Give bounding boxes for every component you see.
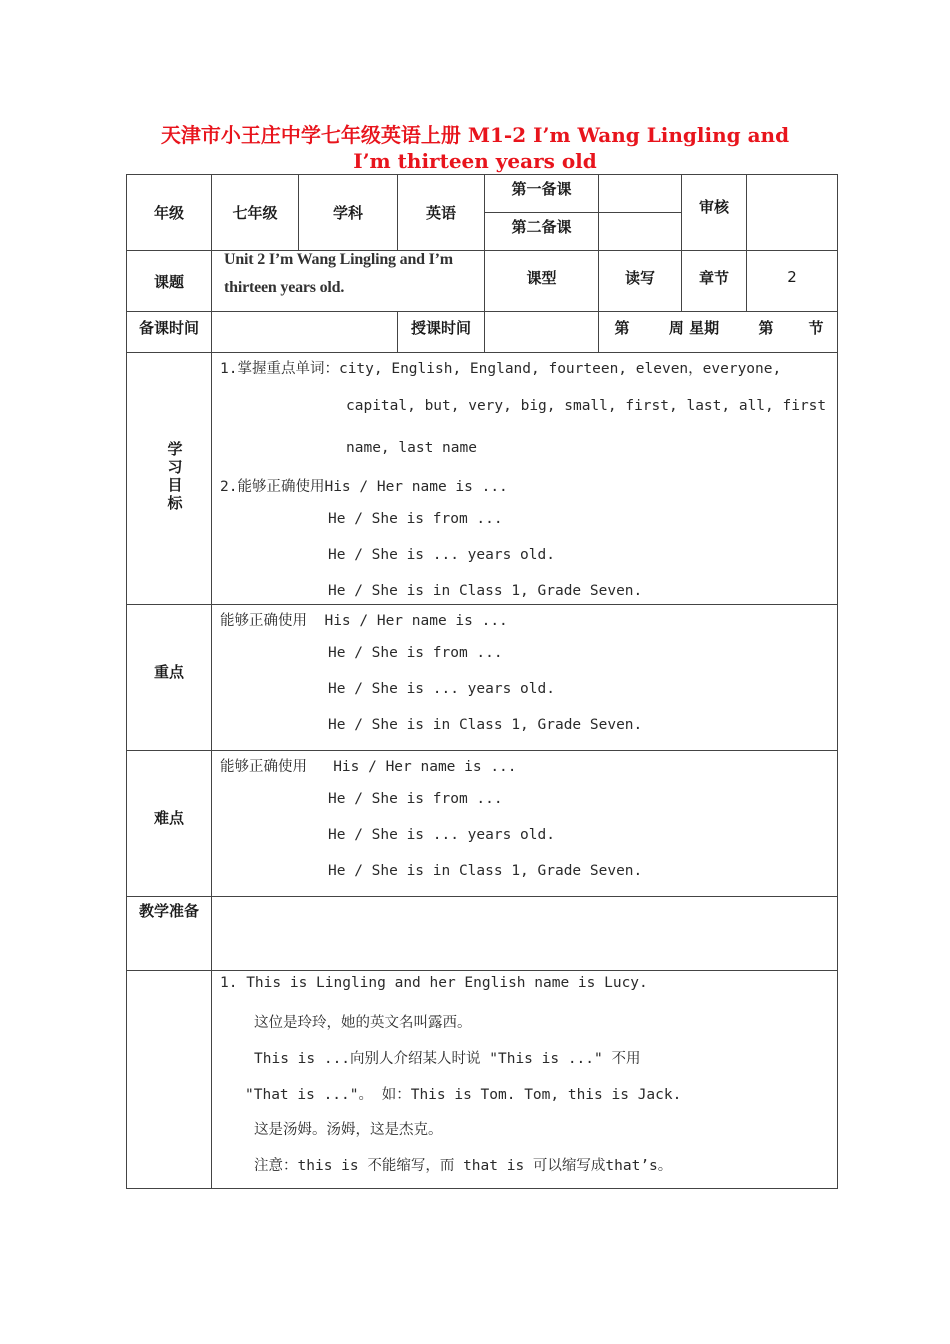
section-di: 第 [758,319,774,337]
objective-line-1 [220,357,781,378]
difficulty-line-4: He / She is in Class 1, Grade Seven. [328,863,643,879]
key-points-label: 重点 [153,662,184,681]
grade-label: 年级 [153,204,184,222]
week-xingqi: 周 星期 [668,319,720,337]
subject-label: 学科 [332,204,363,222]
content-line-5: 这是汤姆。汤姆，这是杰克。 [254,1122,443,1138]
preparation-label: 教学准备 [138,901,199,920]
topic-line-2: thirteen years old. [224,279,345,296]
lesson-type-value: 读写 [624,268,655,287]
review-label: 审核 [698,197,729,216]
chapter-value: 2 [787,268,797,286]
difficulty-line-1: 能够正确使用 His / Her name is ... [220,759,517,775]
objective-line-4: 2.能够正确使用His / Her name is ... [220,479,508,495]
objective-line-5: He / She is from ... [328,511,503,527]
topic-label: 课题 [153,272,184,291]
title-line-1: 天津市小王庄中学七年级英语上册 M1-2 I’m Wang Lingling and [160,123,790,147]
second-prep-value [599,213,681,250]
topic-value [224,246,482,302]
week-di: 第 [614,319,630,337]
title-line-2: I’m thirteen years old [353,149,597,173]
key-point-line-2: He / She is from ... [328,645,503,661]
lesson-type-label: 课型 [526,268,557,287]
chapter-label: 章节 [698,268,729,287]
objectives-label [160,440,190,512]
key-point-line-4: He / She is in Class 1, Grade Seven. [328,717,643,733]
first-prep-value [599,175,681,212]
second-prep-label: 第二备课 [511,217,572,236]
subject-value: 英语 [425,204,456,222]
objective-text-1: 1.掌握重点单词：city, English, England, fourteen, eleven，everyone, [220,361,782,377]
document-title [0,122,950,174]
content-line-3: This is ...向别人介绍某人时说 "This is ..." 不用 [254,1051,641,1067]
prep-time-label: 备课时间 [138,319,199,337]
objective-line-7: He / She is in Class 1, Grade Seven. [328,583,643,599]
key-point-line-3: He / She is ... years old. [328,681,555,697]
content-line-1: 1. This is Lingling and her English name is Lucy. [220,975,648,991]
objective-line-2: capital, but, very, big, small, first, last, all, first [346,398,827,414]
section-jie: 节 [808,319,824,337]
content-line-2: 这位是玲玲，她的英文名叫露西。 [254,1015,472,1031]
topic-line-1: Unit 2 I’m Wang Lingling and I’m [224,251,453,268]
review-value [747,175,837,250]
objective-line-6: He / She is ... years old. [328,547,555,563]
difficulties-label: 难点 [153,808,184,827]
content-line-4: "That is ..."。 如：This is Tom. Tom, this is Jack. [245,1087,682,1103]
difficulty-line-3: He / She is ... years old. [328,827,555,843]
content-line-6: 注意：this is 不能缩写，而 that is 可以缩写成that’s。 [254,1158,673,1174]
grade-value: 七年级 [232,204,278,222]
objectives-label-text: 学习目标 [167,440,183,512]
teach-time-label: 授课时间 [410,319,471,337]
key-point-line-1: 能够正确使用 His / Her name is ... [220,613,508,629]
difficulty-line-2: He / She is from ... [328,791,503,807]
objective-line-3: name, last name [346,440,477,456]
first-prep-label: 第一备课 [511,179,572,198]
